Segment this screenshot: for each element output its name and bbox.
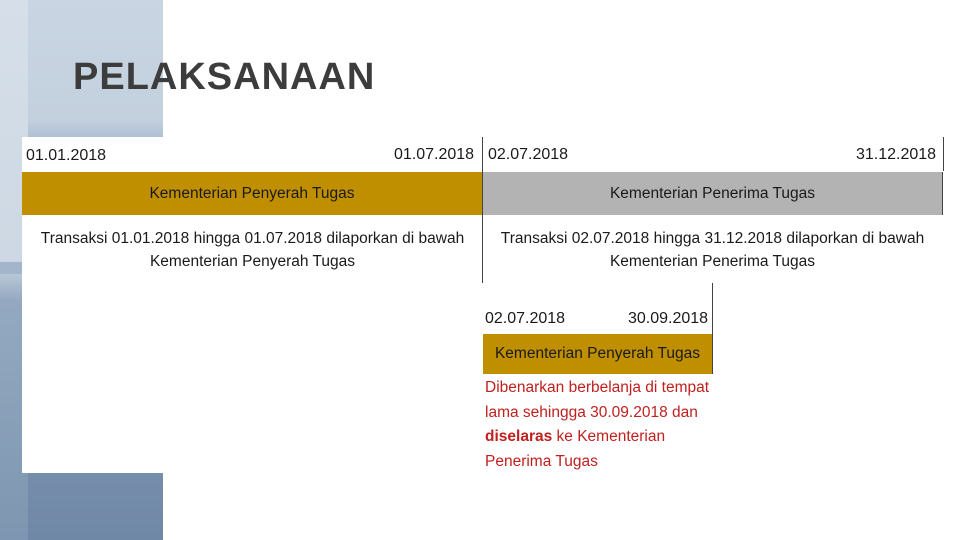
mid-start-date-label: 02.07.2018 (488, 146, 569, 163)
description-left: Transaksi 01.01.2018 hingga 01.07.2018 dilaporkan di bawah Kementerian Penyerah Tugas (40, 230, 465, 270)
sub-bar-label: Kementerian Penyerah Tugas (494, 345, 701, 362)
note-text-2: ke Kementerian Penerima Tugas (485, 428, 666, 470)
bar-penyerah-label: Kementerian Penyerah Tugas (149, 184, 355, 202)
sub-end-tick-line (712, 283, 713, 374)
page-title: PELAKSANAAN (73, 56, 376, 98)
sub-end-date-label: 30.09.2018 (628, 310, 709, 327)
note-text-1: Dibenarkan berbelanja di tempat lama sehingga 30.09.2018 dan (485, 379, 710, 421)
end-date-label: 31.12.2018 (856, 146, 937, 163)
transition-note (485, 376, 715, 474)
start-date-label: 01.01.2018 (26, 147, 107, 164)
bar-penerima-label: Kementerian Penerima Tugas (609, 184, 816, 202)
description-right: Transaksi 02.07.2018 hingga 31.12.2018 dilaporkan di bawah Kementerian Penerima Tugas (500, 230, 925, 270)
end-tick-line (943, 137, 944, 171)
bar-penerima-tugas (483, 172, 943, 215)
bar-penyerah-tugas (22, 172, 482, 215)
mid-end-date-label: 01.07.2018 (394, 146, 475, 163)
sub-bar-penyerah-tugas (483, 334, 712, 374)
sub-start-date-label: 02.07.2018 (485, 310, 566, 327)
note-bold-word: diselaras (485, 428, 553, 445)
